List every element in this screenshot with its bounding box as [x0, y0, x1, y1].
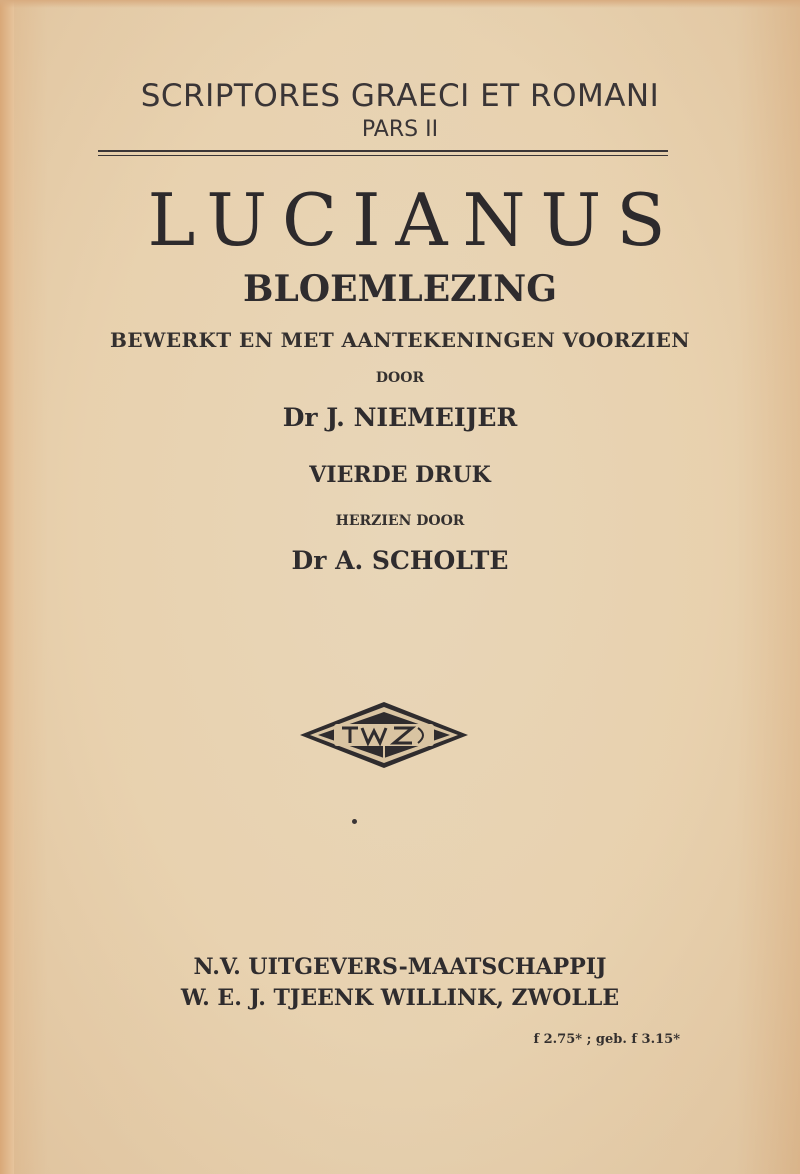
series-part: PARS II [361, 117, 439, 142]
publisher-monogram-icon [298, 700, 470, 770]
ink-dot [352, 819, 357, 824]
by-label: DOOR [375, 370, 425, 386]
cover-edge-top [0, 0, 800, 8]
publisher-line-2: W. E. J. TJEENK WILLINK, ZWOLLE [180, 985, 620, 1011]
divider-rule-thin [98, 155, 668, 156]
price-label: f 2.75* ; geb. f 3.15* [533, 1032, 680, 1047]
book-subtitle: BEWERKT EN MET AANTEKENINGEN VOORZIEN [110, 328, 690, 352]
divider-rule [98, 150, 668, 152]
author-name: LUCIANUS [147, 178, 681, 262]
reviser-name: Dr A. SCHOLTE [291, 546, 509, 575]
series-title: SCRIPTORES GRAECI ET ROMANI [140, 78, 660, 114]
editor-name: Dr J. NIEMEIJER [282, 403, 518, 432]
book-title: BLOEMLEZING [243, 268, 557, 310]
edition-label: VIERDE DRUK [309, 462, 491, 488]
revised-by-label: HERZIEN DOOR [335, 513, 465, 529]
publisher-line-1: N.V. UITGEVERS-MAATSCHAPPIJ [193, 954, 607, 980]
